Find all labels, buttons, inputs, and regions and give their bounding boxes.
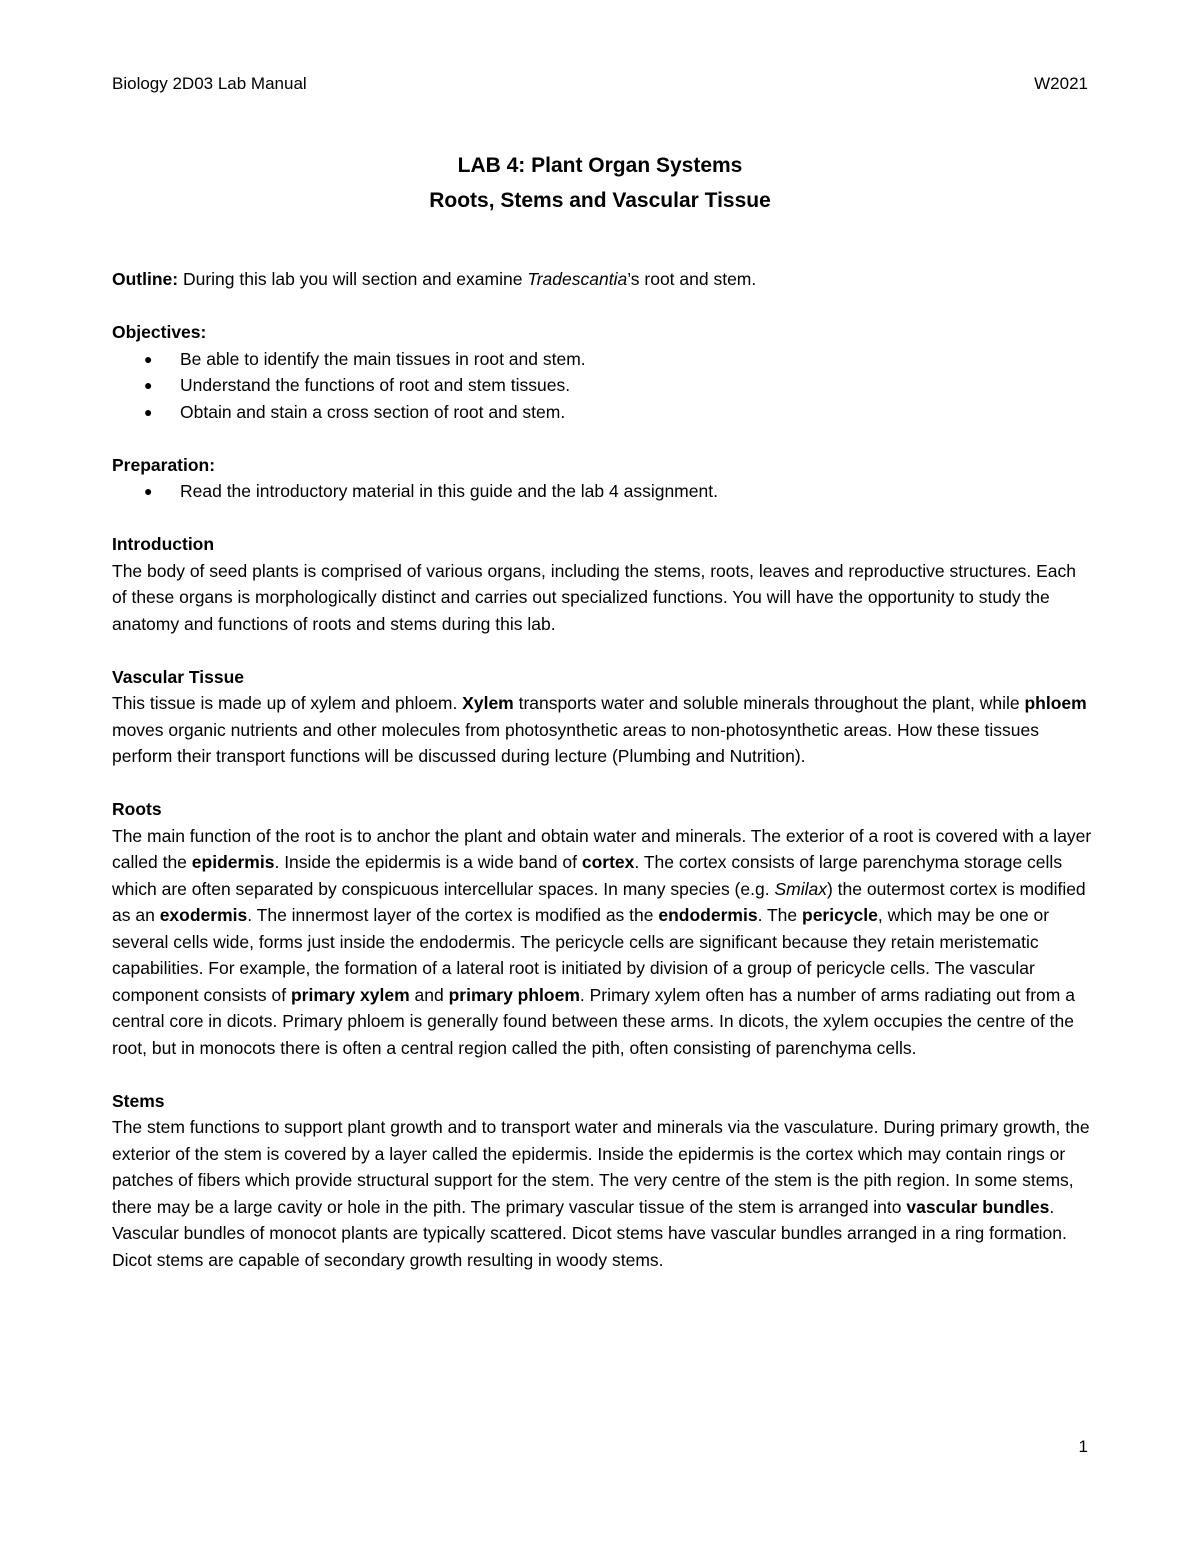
- page-number: 1: [1078, 1437, 1088, 1456]
- list-item: [112, 399, 1092, 426]
- term-epidermis: epidermis: [191, 852, 275, 872]
- running-header: [112, 74, 1088, 98]
- objective-text: Understand the functions of root and stem tissues.: [180, 375, 571, 395]
- document-title: [0, 148, 1200, 218]
- term-primary-xylem: primary xylem: [290, 984, 410, 1005]
- objectives-list: [112, 346, 1092, 426]
- bullet-icon: ●: [144, 403, 153, 420]
- outline-paragraph: [112, 266, 1092, 293]
- roots-paragraph: [112, 823, 1092, 1062]
- stems-heading: Stems: [112, 1090, 165, 1111]
- text-run: . Vascular bundles of monocot plants are typically scattered. Dicot stems have vascular bundles arranged in a ring formation. Dicot stems are capable of secondary growth resulting in woody stems.: [112, 1196, 1067, 1270]
- header-course-title: Biology 2D03 Lab Manual: [112, 74, 307, 93]
- term-vascular-bundles: vascular bundles: [906, 1196, 1050, 1217]
- stems-paragraph: [112, 1114, 1092, 1273]
- text-run: , which may be one or several cells wide, forms just inside the endodermis. The pericycle cells are significant because they retain meristematic capabilities. For example, the formation of a lateral root is initiated by division of a group of pericycle cells. The vascular component consists of: [112, 905, 1050, 1005]
- outline-species: Tradescantia: [527, 269, 628, 289]
- term-primary-phloem: primary phloem: [448, 984, 580, 1005]
- outline-text: During this lab you will section and examine: [178, 269, 528, 289]
- header-term: W2021: [1034, 74, 1088, 93]
- vascular-heading: Vascular Tissue: [112, 666, 244, 687]
- text-run: This tissue is made up of xylem and phloem.: [112, 693, 463, 713]
- bullet-icon: ●: [144, 350, 153, 367]
- text-run: . Inside the epidermis is a wide band of: [274, 852, 582, 872]
- bullet-icon: ●: [144, 377, 153, 393]
- text-run: moves organic nutrients and other molecules from photosynthetic areas to non-photosynthetic areas. How these tissues perform their transport functions will be discussed during lecture (Plumbing and Nutrition).: [112, 719, 1040, 766]
- outline-label: Outline:: [112, 269, 179, 289]
- species-smilax: Smilax: [774, 878, 827, 899]
- list-item: [112, 372, 1092, 399]
- roots-heading: Roots: [112, 799, 162, 819]
- text-run: transports water and soluble minerals throughout the plant, while: [513, 693, 1025, 713]
- vascular-paragraph: [112, 690, 1092, 770]
- preparation-list: [112, 478, 1092, 505]
- text-run: The main function of the root is to anchor the plant and obtain water and minerals. The exterior of a root is covered with a layer called the: [112, 825, 1092, 872]
- title-line-1: LAB 4: Plant Organ Systems: [457, 154, 743, 177]
- bullet-icon: ●: [144, 483, 153, 499]
- list-item: [112, 478, 1092, 505]
- text-run: . The cortex consists of large parenchyma storage cells which are often separated by conspicuous intercellular spaces. In many species (e.g.: [112, 852, 1063, 899]
- text-run: The stem functions to support plant growth and to transport water and minerals via the vasculature. During primary growth, the exterior of the stem is covered by a layer called the epidermis. Inside the epidermis is the cortex which may contain rings or patches of fibers which provide structural support for the stem. The very centre of the stem is the pith region. In some stems, there may be a large cavity or hole in the pith. The primary vascular tissue of the stem is arranged into: [112, 1117, 1090, 1217]
- objective-text: Obtain and stain a cross section of root and stem.: [180, 401, 566, 422]
- term-pericycle: pericycle: [802, 905, 878, 925]
- list-item: [112, 346, 1092, 373]
- document-body: [112, 266, 1092, 1273]
- text-run: . The innermost layer of the cortex is modified as the: [247, 905, 659, 925]
- text-run: . The: [757, 905, 802, 925]
- text-run: ) the outermost cortex is modified as an: [112, 878, 1086, 925]
- introduction-paragraph: The body of seed plants is comprised of various organs, including the stems, roots, leaves and reproductive structures. Each of these organs is morphologically distinct and carries out specialized functions. You will have the opportunity to study the anatomy and functions of roots and stems during this lab.: [112, 560, 1076, 634]
- term-xylem: Xylem: [462, 693, 514, 713]
- outline-text-end: ’s root and stem.: [627, 269, 757, 289]
- term-endodermis: endodermis: [658, 905, 758, 925]
- term-exodermis: exodermis: [159, 905, 248, 925]
- preparation-text: Read the introductory material in this guide and the lab 4 assignment.: [180, 481, 718, 501]
- preparation-heading: Preparation:: [112, 454, 216, 475]
- text-run: and: [409, 984, 449, 1005]
- objective-text: Be able to identify the main tissues in root and stem.: [180, 348, 586, 369]
- objectives-heading: Objectives:: [112, 322, 207, 342]
- title-line-2: Roots, Stems and Vascular Tissue: [429, 189, 771, 212]
- term-cortex: cortex: [581, 852, 635, 872]
- term-phloem: phloem: [1024, 693, 1087, 713]
- introduction-heading: Introduction: [112, 534, 215, 554]
- text-run: . Primary xylem often has a number of arms radiating out from a central core in dicots. Primary phloem is generally found between these arms. In dicots, the xylem occupies the centre of the root, but in monocots there is often a central region called the pith, often consisting of parenchyma cells.: [112, 984, 1075, 1058]
